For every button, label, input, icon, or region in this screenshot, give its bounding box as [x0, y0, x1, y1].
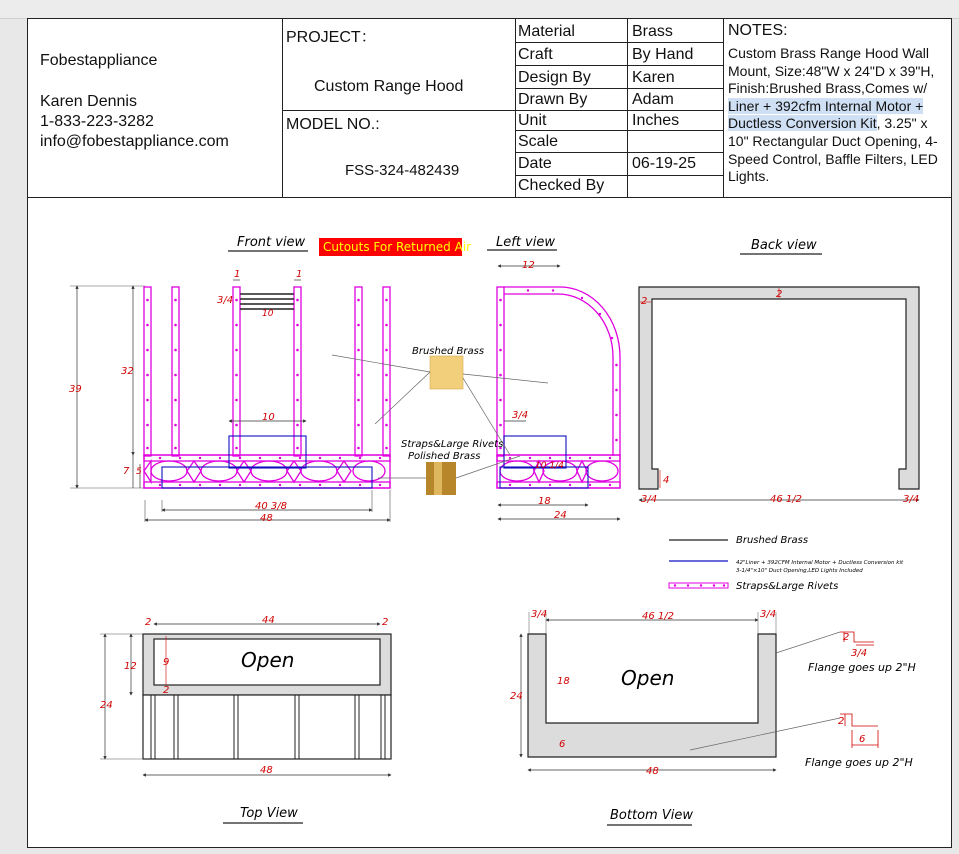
back-view-title: Back view — [751, 238, 817, 253]
notes-title: NOTES: — [728, 22, 788, 39]
spec-label-craft: Craft — [518, 46, 553, 63]
dim-bot-24: 24 — [510, 691, 523, 702]
dim-front-3-4: 3/4 — [217, 295, 234, 306]
contact-phone: 1-833-223-3282 — [40, 113, 154, 130]
legend-liner-2: 3-1/4"×10" Duct Opening,LED Lights Included — [736, 568, 863, 574]
dim-bot-46-1-2: 46 1/2 — [642, 611, 674, 622]
dim-left-3-4: 3/4 — [512, 410, 529, 421]
spec-label-scale: Scale — [518, 133, 559, 150]
top-view-open: Open — [241, 648, 295, 672]
spec-value-craft: By Hand — [632, 46, 694, 63]
dim-flange2-6: 6 — [859, 734, 866, 745]
model-value: FSS-324-482439 — [345, 162, 460, 179]
spec-label-unit: Unit — [518, 112, 547, 129]
spec-value-date: 06-19-25 — [632, 155, 697, 172]
model-label: MODEL NO.: — [286, 116, 380, 133]
dim-back-2-side: 2 — [641, 296, 648, 307]
flange1-label: Flange goes up 2"H — [808, 661, 916, 674]
flange2-label: Flange goes up 2"H — [805, 756, 913, 769]
viewer-toolbar — [0, 0, 959, 19]
spec-label-material: Material — [518, 23, 575, 40]
spec-value-drawn: Adam — [632, 91, 674, 108]
dim-top-48: 48 — [260, 765, 273, 776]
bottom-view-title: Bottom View — [610, 808, 693, 823]
dim-flange1-3-4: 3/4 — [851, 648, 868, 659]
dim-front-10-mid: 10 — [262, 412, 275, 423]
title-block — [28, 19, 951, 198]
dim-left-24: 24 — [554, 510, 567, 521]
dim-front-5: 5 — [136, 467, 142, 477]
spec-value-design: Karen — [632, 69, 675, 86]
cutouts-callout: Cutouts For Returned Air — [323, 240, 472, 254]
dim-bot-18: 18 — [557, 676, 570, 687]
notes-text-after: , 3.25" x 10" Rectangular Duct Opening, 4-Speed Control, Baffle Filters, LED Lights. — [728, 115, 938, 185]
top-view-title: Top View — [240, 806, 298, 821]
dim-front-48: 48 — [260, 513, 273, 524]
spec-label-date: Date — [518, 155, 552, 172]
straps-label-2: Polished Brass — [408, 451, 481, 462]
dim-bot-6: 6 — [559, 739, 566, 750]
notes-text-before: Custom Brass Range Hood Wall Mount, Size:48"W x 24"D x 39"H, Finish:Brushed Brass,Comes w/ — [728, 45, 935, 97]
dim-bot-3-4-left: 3/4 — [531, 609, 548, 620]
brushed-brass-swatch — [430, 356, 463, 389]
company-name: Fobestappliance — [40, 52, 158, 69]
left-view — [497, 266, 620, 519]
dim-back-2-top: 2 — [776, 289, 783, 300]
dim-top-2-left: 2 — [145, 617, 152, 628]
legend-straps: Straps&Large Rivets — [736, 581, 839, 592]
dim-front-39: 39 — [69, 384, 82, 395]
dim-back-3-4-left: 3/4 — [641, 494, 658, 505]
spec-label-checked: Checked By — [518, 177, 605, 194]
spec-value-material: Brass — [632, 23, 673, 40]
dim-top-9: 9 — [163, 657, 170, 668]
technical-drawing — [27, 197, 952, 847]
straps-label-1: Straps&Large Rivets — [401, 439, 504, 450]
dim-top-2-inner: 2 — [163, 685, 170, 696]
dim-back-3-4-right: 3/4 — [903, 494, 920, 505]
dim-front-40-3-8: 40 3/8 — [255, 501, 287, 512]
project-label: PROJECT： — [286, 29, 377, 46]
dim-front-1b: 1 — [296, 269, 303, 280]
top-view — [100, 624, 391, 775]
legend-brushed: Brushed Brass — [736, 535, 809, 546]
spec-value-unit: Inches — [632, 112, 680, 129]
contact-email: info@fobestappliance.com — [40, 133, 229, 150]
dim-back-4: 4 — [663, 475, 670, 486]
dim-front-7: 7 — [123, 466, 130, 477]
back-view — [639, 287, 919, 500]
spec-label-drawn: Drawn By — [518, 91, 588, 108]
bottom-view-open: Open — [621, 666, 675, 690]
dim-top-44: 44 — [262, 615, 275, 626]
dim-top-12: 12 — [124, 661, 137, 672]
dim-front-1a: 1 — [234, 269, 241, 280]
bottom-view — [521, 612, 840, 770]
dim-back-46-1-2: 46 1/2 — [770, 494, 802, 505]
dim-bot-48: 48 — [646, 766, 659, 777]
dim-bot-3-4-right: 3/4 — [760, 609, 777, 620]
project-value: Custom Range Hood — [314, 78, 464, 95]
contact-name: Karen Dennis — [40, 93, 137, 110]
notes-highlight[interactable]: Liner + 392cfm Internal Motor + Ductless Conversion Kit — [728, 97, 924, 132]
legend-liner-1: 42"Liner + 392CFM Internal Motor + Ductless Conversion kit — [736, 560, 904, 566]
dim-front-32: 32 — [121, 366, 134, 377]
dim-top-2-right: 2 — [382, 617, 389, 628]
dim-left-10-1-4: 10 1/4 — [535, 461, 564, 471]
spec-label-design: Design By — [518, 69, 591, 86]
dim-front-10-top: 10 — [262, 309, 274, 319]
left-view-title: Left view — [496, 235, 555, 250]
dim-left-12: 12 — [522, 260, 535, 271]
dim-top-24: 24 — [100, 700, 113, 711]
brushed-brass-label: Brushed Brass — [412, 346, 485, 357]
dim-flange1-2: 2 — [843, 632, 850, 643]
dim-flange2-2: 2 — [838, 716, 845, 727]
notes-text — [728, 45, 948, 186]
front-view — [70, 280, 390, 522]
front-view-title: Front view — [237, 235, 306, 250]
dim-left-18: 18 — [538, 496, 551, 507]
legend — [669, 535, 904, 592]
